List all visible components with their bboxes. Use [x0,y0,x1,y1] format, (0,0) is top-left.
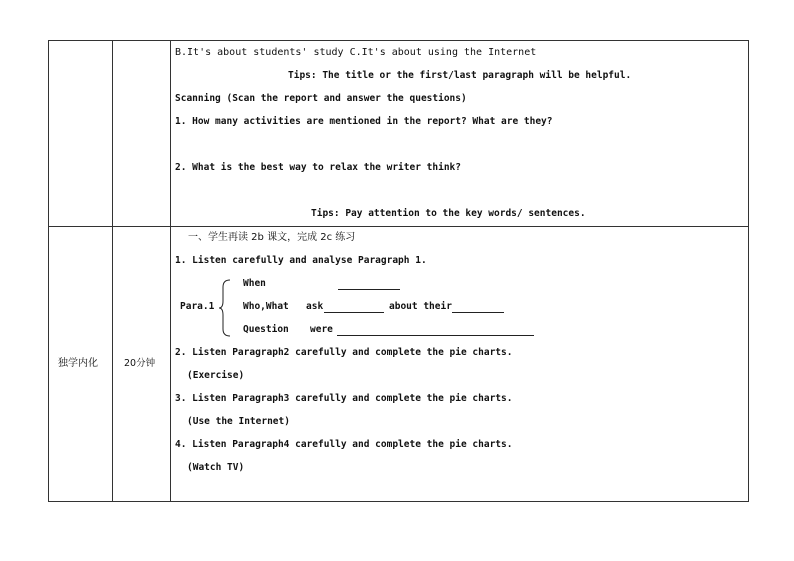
ask-blank[interactable] [324,312,384,313]
when-blank[interactable] [338,289,400,290]
worksheet-table [48,40,749,502]
item-1: 1. Listen carefully and analyse Paragraph 1. [175,255,427,266]
item-3-activity: (Use the Internet) [187,416,290,427]
item-2: 2. Listen Paragraph2 carefully and complete the pie charts. [175,347,513,358]
question-1: 1. How many activities are mentioned in the report? What are they? [175,116,553,127]
para-label: Para.1 [180,301,215,312]
who-what-label: Who,What [243,301,289,312]
row-label-self-study: 独学内化 [58,358,98,369]
item-2-activity: (Exercise) [187,370,245,381]
column-divider-2 [170,41,171,501]
tips-key-words: Tips: Pay attention to the key words/ sentences. [311,208,586,219]
ask-label: ask [306,301,324,312]
left-brace-icon [218,279,232,337]
question-2: 2. What is the best way to relax the writer think? [175,162,461,173]
were-blank[interactable] [337,335,534,336]
section-heading: 一、学生再读 2b 课文，完成 2c 练习 [188,232,356,243]
item-4: 4. Listen Paragraph4 carefully and complete the pie charts. [175,439,513,450]
tips-title-paragraph: Tips: The title or the first/last paragraph will be helpful. [288,70,632,81]
question-label: Question [243,324,289,335]
options-line: B.It's about students' study C.It's about using the Internet [175,47,537,58]
were-label: were [310,324,333,335]
about-their-blank[interactable] [452,312,504,313]
when-label: When [243,278,266,289]
about-their-label: about their [389,301,452,312]
row-duration: 20分钟 [124,358,156,369]
item-3: 3. Listen Paragraph3 carefully and complete the pie charts. [175,393,513,404]
row-divider [49,226,748,227]
column-divider-1 [112,41,113,501]
scanning-instruction: Scanning (Scan the report and answer the questions) [175,93,467,104]
item-4-activity: (Watch TV) [187,462,245,473]
